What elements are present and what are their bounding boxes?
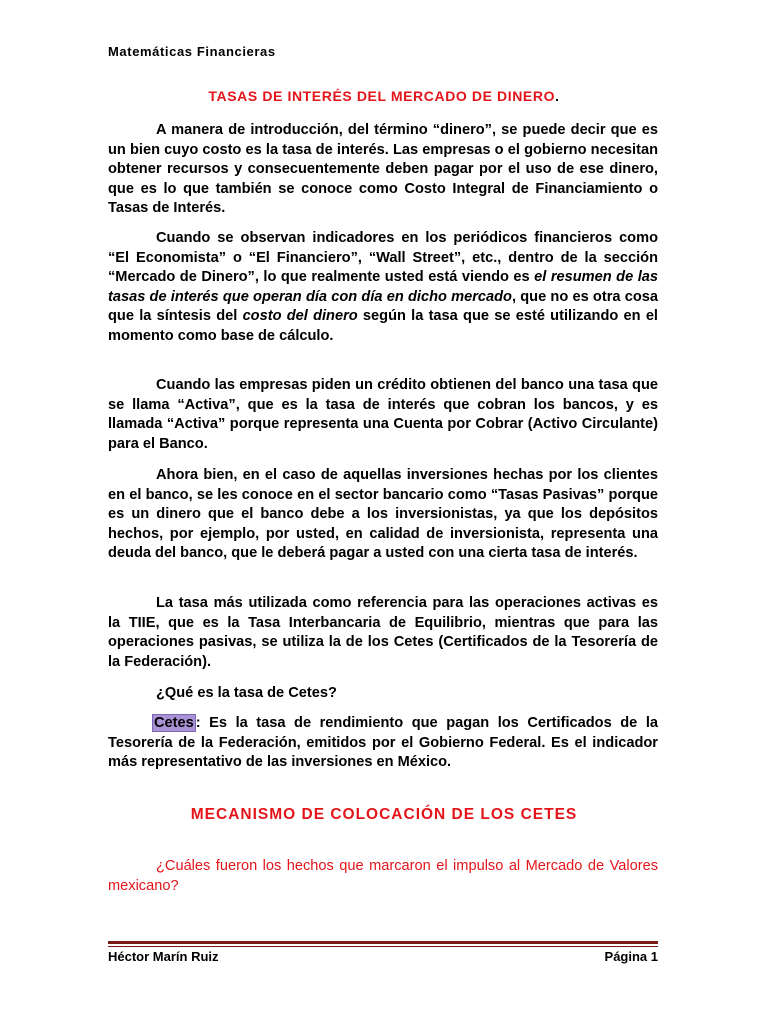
paragraph-text: ¿Qué es la tasa de Cetes? [156, 685, 337, 701]
document-title-period: . [555, 88, 560, 104]
paragraph-text: Ahora bien, en el caso de aquellas inversiones hechas por los clientes en el banco, se les conoce en el sector bancario como “Tasas Pasivas” porque es un dinero que el banco debe a los inversionistas, ya que los depósitos hechos, por ejemplo, por usted, en calidad de inversionista, representa una deuda del banco, que le deberá pagar a usted con una cierta tasa de interés. [108, 467, 658, 562]
paragraph-text: A manera de introducción, del término “dinero”, se puede decir que es un bien cuyo costo es la tasa de interés. Las empresas o el gobierno necesitan obtener recursos y consecuentemente deben pagar por el uso de ese dinero, que es lo que también se conoce como Costo Integral de Financiamiento o Tasas de Interés. [108, 122, 658, 217]
paragraph-text: La tasa más utilizada como referencia para las operaciones activas es la TIIE, que es la Tasa Interbancaria de Equilibrio, mientras que para las operaciones pasivas, se utiliza la de los Cetes (Certificados de la Tesorería de la Federación). [108, 595, 658, 670]
highlighted-term: Cetes [154, 715, 194, 731]
term-colon: : [195, 715, 201, 731]
paragraph-indicators [108, 229, 658, 347]
footer-rule-thin [108, 946, 658, 947]
running-header: Matemáticas Financieras [108, 44, 276, 59]
footer-author: Héctor Marín Ruiz [108, 949, 219, 964]
text-run: según la tasa que se esté utilizando en el momento como base de cálculo. [108, 308, 658, 344]
italic-text-run: el resumen de las tasas de interés que operan día con día en dicho mercado [108, 269, 658, 305]
question-text: ¿Cuáles fueron los hechos que marcaron el impulso al Mercado de Valores mexicano? [108, 858, 658, 894]
paragraph-cetes-definition [108, 714, 658, 773]
document-title [0, 88, 768, 104]
paragraph-text [108, 229, 658, 347]
text-run: Cuando se observan indicadores en los periódicos financieros como “El Economista” o “El Financiero”, “Wall Street”, etc., dentro de la sección “Mercado de Dinero”, lo que realmente usted está viendo es [108, 230, 658, 286]
document-title-text: TASAS DE INTERÉS DEL MERCADO DE DINERO [208, 88, 556, 104]
footer-rule-thick [108, 941, 658, 944]
paragraph-question-cetes [108, 684, 658, 704]
section-question [108, 856, 658, 896]
section-title: MECANISMO DE COLOCACIÓN DE LOS CETES [190, 806, 578, 823]
text-run: , que no es otra cosa que la síntesis del [108, 288, 658, 325]
paragraph-introduction [108, 121, 658, 219]
italic-text-run: costo del dinero [242, 308, 358, 325]
paragraph-text: Cuando las empresas piden un crédito obtienen del banco una tasa que se llama “Activa”, que es la tasa de interés que cobran los bancos, y es llamada “Activa” porque representa una Cuenta por Cobrar (Activo Circulante) para el Banco. [108, 377, 658, 452]
paragraph-text [108, 714, 658, 773]
paragraph-tiie [108, 594, 658, 672]
paragraph-tasa-activa [108, 376, 658, 454]
paragraph-tasas-pasivas [108, 466, 658, 564]
definition-text: Es la tasa de rendimiento que pagan los Certificados de la Tesorería de la Federación, emitidos por el Gobierno Federal. Es el indicador más representativo de las inversiones en México. [108, 715, 658, 771]
footer-page-number: Página 1 [604, 949, 658, 964]
